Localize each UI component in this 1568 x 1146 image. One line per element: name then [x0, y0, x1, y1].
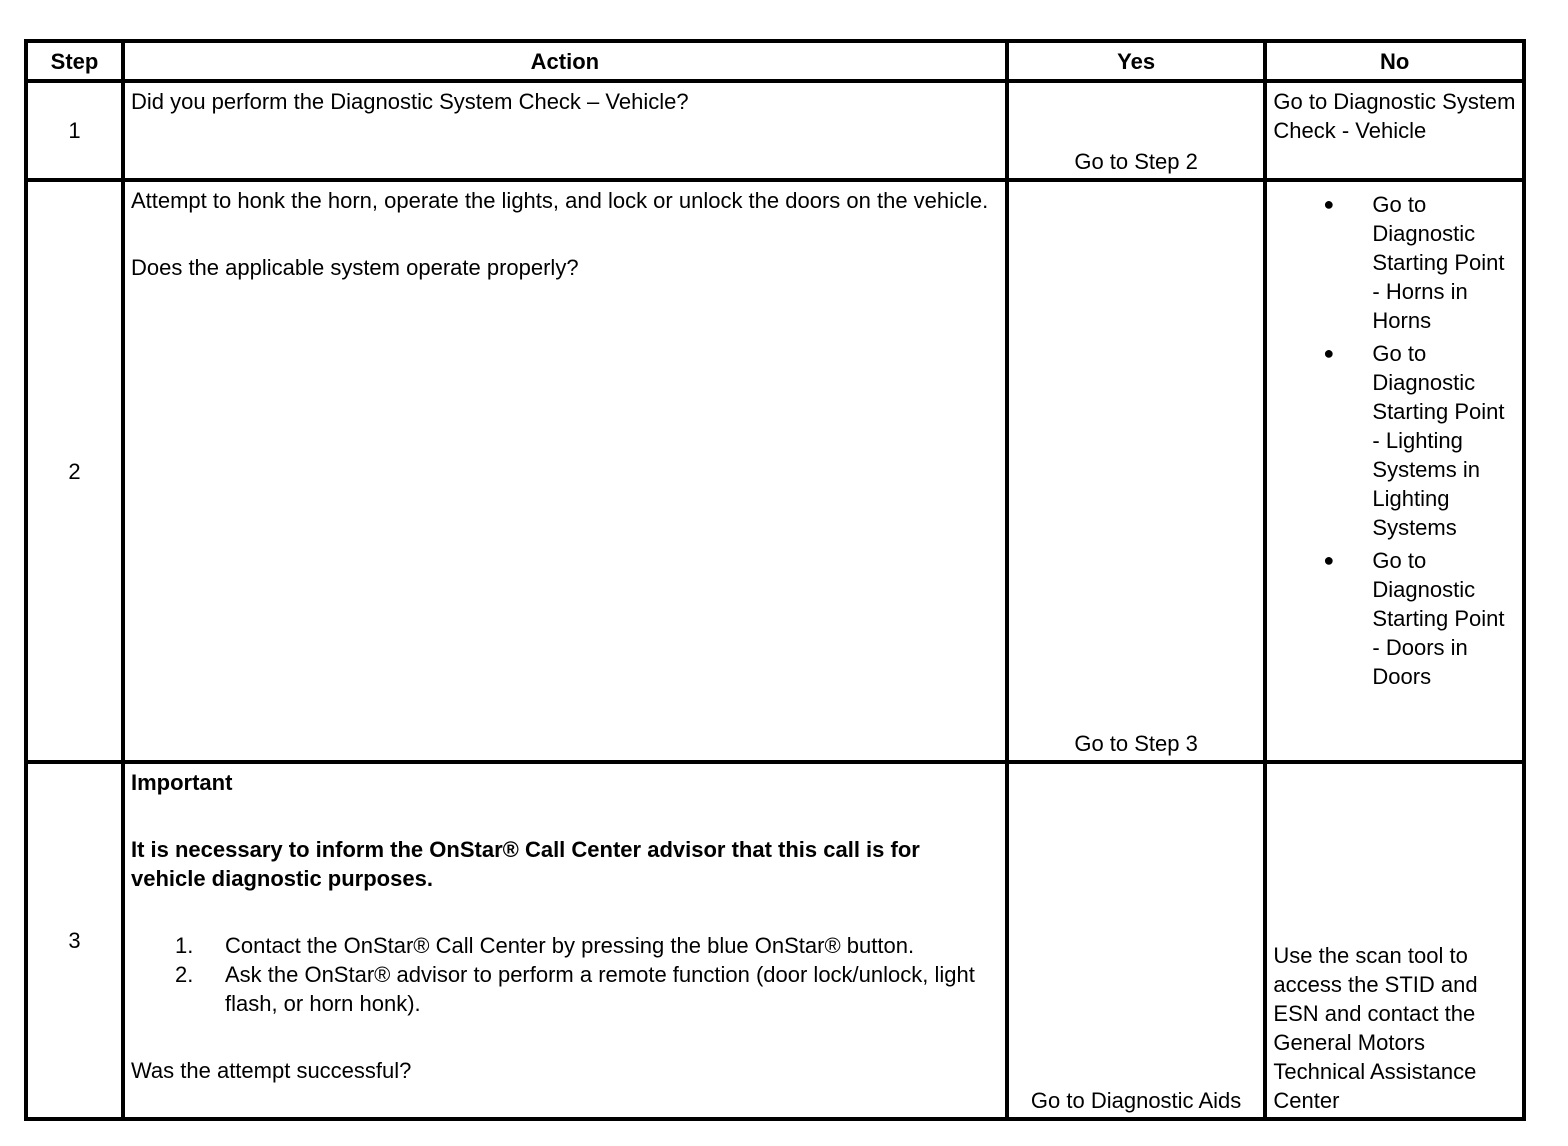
table-row-step-1 [26, 81, 1524, 180]
important-text: It is necessary to inform the OnStar® Call Center advisor that this call is for vehicle diagnostic purposes. [130, 837, 920, 891]
no-cell [1265, 180, 1524, 762]
action-question: Does the applicable system operate properly? [130, 255, 579, 280]
list-item: ● Go to Diagnostic Starting Point - Horns in Horns [1323, 192, 1505, 333]
no-bullet-list [1273, 190, 1516, 691]
action-cell [123, 180, 1007, 762]
bullet-icon: ● [1323, 550, 1335, 570]
action-cell: Did you perform the Diagnostic System Check – Vehicle? [123, 81, 1007, 180]
header-no: No [1265, 41, 1524, 81]
header-action: Action [123, 41, 1007, 81]
procedure-list [131, 931, 999, 1018]
list-item: ● Go to Diagnostic Starting Point - Lighting Systems in Lighting Systems [1323, 341, 1505, 540]
no-cell: Use the scan tool to access the STID and ESN and contact the General Motors Technical Assistance Center [1265, 762, 1524, 1119]
list-item: 2. Ask the OnStar® advisor to perform a remote function (door lock/unlock, light flash, or horn honk). [174, 962, 975, 1016]
table-row-step-3 [26, 762, 1524, 1119]
step-number: 1 [26, 81, 123, 180]
header-yes: Yes [1007, 41, 1266, 81]
no-cell: Go to Diagnostic System Check - Vehicle [1265, 81, 1524, 180]
yes-cell: Go to Step 2 [1007, 81, 1266, 180]
header-row [26, 41, 1524, 81]
yes-cell: Go to Diagnostic Aids [1007, 762, 1266, 1119]
action-text: Attempt to honk the horn, operate the lights, and lock or unlock the doors on the vehicle. [130, 188, 989, 213]
diagnostic-table [24, 39, 1526, 1121]
step-number: 3 [26, 762, 123, 1119]
yes-cell: Go to Step 3 [1007, 180, 1266, 762]
list-item: 1. Contact the OnStar® Call Center by pressing the blue OnStar® button. [174, 933, 915, 958]
bullet-icon: ● [1323, 194, 1335, 214]
action-question: Was the attempt successful? [130, 1058, 412, 1083]
table-row-step-2 [26, 180, 1524, 762]
action-cell [123, 762, 1007, 1119]
important-label: Important [130, 770, 233, 795]
header-step: Step [26, 41, 123, 81]
step-number: 2 [26, 180, 123, 762]
bullet-icon: ● [1323, 343, 1335, 363]
list-item: ● Go to Diagnostic Starting Point - Doors in Doors [1323, 548, 1505, 689]
